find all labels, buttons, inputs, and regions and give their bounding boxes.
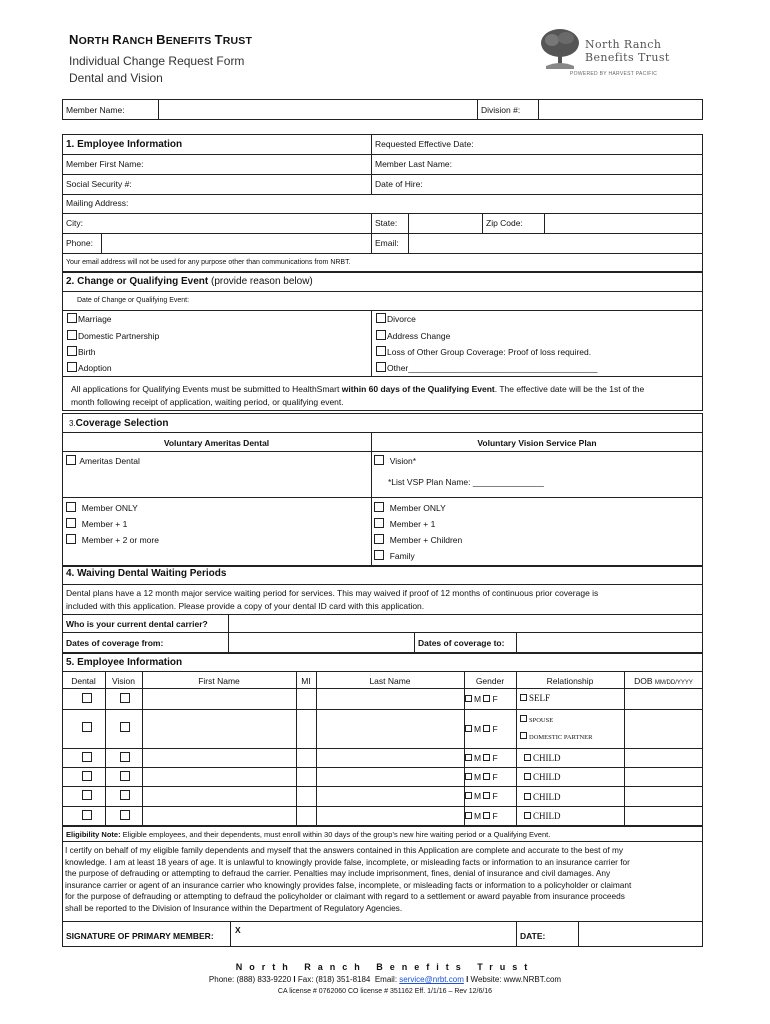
row-dental-checkbox[interactable] xyxy=(82,810,92,820)
col-mi: MI xyxy=(301,676,311,686)
coverage-from-field[interactable] xyxy=(229,633,413,652)
row-dental-checkbox[interactable] xyxy=(82,752,92,762)
row-dental-checkbox[interactable] xyxy=(82,722,92,732)
member-name-field[interactable] xyxy=(159,100,476,119)
email-label: Email: xyxy=(375,238,399,248)
certification-text xyxy=(65,845,705,914)
row-vision-checkbox[interactable] xyxy=(120,810,130,820)
vision-tier-member-children[interactable]: Member + Children xyxy=(374,534,462,545)
zip-label: Zip Code: xyxy=(486,218,523,228)
col-dental: Dental xyxy=(71,676,96,686)
checkbox[interactable] xyxy=(483,812,490,819)
email-note: Your email address will not be used for any purpose other than communications from NRBT. xyxy=(66,259,351,266)
option-birth[interactable]: Birth xyxy=(67,346,95,357)
relationship-domestic-partner[interactable]: DOMESTIC PARTNER xyxy=(520,732,592,741)
relationship-self[interactable]: SELF xyxy=(520,693,550,703)
relationship-child[interactable]: CHILD xyxy=(524,792,561,802)
checkbox[interactable] xyxy=(67,346,77,356)
section-2-title: 2. Change or Qualifying Event (provide reason below) xyxy=(66,276,313,287)
col-gender: Gender xyxy=(475,676,505,686)
checkbox[interactable] xyxy=(465,725,472,732)
gender-select[interactable]: M F xyxy=(465,753,498,763)
member-name-label: Member Name: xyxy=(66,105,125,115)
ssn-label: Social Security #: xyxy=(66,179,132,189)
col-vision: Vision xyxy=(112,676,135,686)
gender-select[interactable]: M F xyxy=(465,694,498,704)
checkbox[interactable] xyxy=(465,695,472,702)
qualifying-date-label: Date of Change or Qualifying Event: xyxy=(77,297,190,304)
checkbox[interactable] xyxy=(524,754,531,761)
checkbox[interactable] xyxy=(483,695,490,702)
option-marriage[interactable]: Marriage xyxy=(67,313,112,324)
division-field[interactable] xyxy=(539,100,702,119)
dental-header: Voluntary Ameritas Dental xyxy=(163,438,270,448)
signature-x: X xyxy=(235,925,241,935)
hire-date-label: Date of Hire: xyxy=(375,179,423,189)
section-4-title: 4. Waiving Dental Waiting Periods xyxy=(66,568,227,579)
checkbox[interactable] xyxy=(465,754,472,761)
footer-license: CA license # 0762060 CO license # 351162 Eff. 1/1/16 – Rev 12/6/16 xyxy=(277,988,493,995)
checkbox[interactable] xyxy=(376,330,386,340)
section-5-title: 5. Employee Information xyxy=(66,657,183,668)
gender-select[interactable]: M F xyxy=(465,724,498,734)
checkbox[interactable] xyxy=(374,534,384,544)
vision-tier-member-only[interactable]: Member ONLY xyxy=(374,502,446,513)
coverage-to-label: Dates of coverage to: xyxy=(418,638,505,648)
cert-line: knowledge. I am at least 18 years of age. It is unlawful to knowingly provide false, incomplete, or misleading facts or information to an insurance carrier for xyxy=(65,856,630,867)
cert-line: the purpose of defrauding or attempting to defraud the carrier. Penalties may include imprisonment, fines, denial of insurance and civil damages. Any xyxy=(65,868,611,878)
relationship-child[interactable]: CHILD xyxy=(524,753,561,763)
col-last-name: Last Name xyxy=(369,676,411,686)
date-field[interactable] xyxy=(579,922,702,946)
footer-contact: Phone: (888) 833-9220 l Fax: (818) 351-8184 Email: service@nrbt.com l Website: www.NRBT.com xyxy=(208,975,562,984)
relationship-child[interactable]: CHILD xyxy=(524,811,561,821)
vision-tier-member-plus-1[interactable]: Member + 1 xyxy=(374,518,435,529)
checkbox[interactable] xyxy=(520,732,527,739)
signature-label: SIGNATURE OF PRIMARY MEMBER: xyxy=(66,931,214,941)
checkbox[interactable] xyxy=(524,793,531,800)
checkbox[interactable] xyxy=(374,502,384,512)
checkbox[interactable] xyxy=(66,534,76,544)
gender-select[interactable]: M F xyxy=(465,772,498,782)
relationship-child[interactable]: CHILD xyxy=(524,772,561,782)
form-subtitle: Individual Change Request Form xyxy=(69,54,245,68)
section-3-title: 3.Coverage Selection xyxy=(69,418,169,429)
checkbox[interactable] xyxy=(67,313,77,323)
gender-select[interactable]: M F xyxy=(465,791,498,801)
date-label: DATE: xyxy=(520,931,546,941)
checkbox[interactable] xyxy=(67,330,77,340)
dental-tier-member-only[interactable]: Member ONLY xyxy=(66,502,138,513)
vision-header: Voluntary Vision Service Plan xyxy=(477,438,597,448)
logo-text: North Ranch xyxy=(585,38,662,51)
cert-line: I certify on behalf of my eligible family dependents and myself that the answers contained in this Application are complete and accurate to the best of my xyxy=(65,845,624,855)
city-label: City: xyxy=(66,218,83,228)
relationship-spouse[interactable]: SPOUSE xyxy=(520,715,553,724)
waiting-para-2: included with this application. Please provide a copy of your dental ID card with this application. xyxy=(66,601,425,611)
state-label: State: xyxy=(375,218,398,228)
checkbox[interactable] xyxy=(374,550,384,560)
checkbox[interactable] xyxy=(67,362,77,372)
waiting-para: Dental plans have a 12 month major service waiting period for services. This may waived if proof of 12 months of continuous prior coverage is xyxy=(66,588,599,598)
qualifying-note-2: month following receipt of application, waiting period, or qualifying event. xyxy=(71,397,344,407)
cert-line: for the purpose of defrauding or attempting to defraud the policyholder or claimant with regard to a settlement or award payable from insurance proceeds xyxy=(65,891,625,901)
phone-label: Phone: xyxy=(66,238,93,248)
dental-plan-option[interactable]: Ameritas Dental xyxy=(66,455,140,466)
checkbox[interactable] xyxy=(465,792,472,799)
option-loss-of-coverage[interactable]: Loss of Other Group Coverage: Proof of loss required. xyxy=(376,346,591,357)
checkbox[interactable] xyxy=(66,502,76,512)
coverage-from-label: Dates of coverage from: xyxy=(66,638,164,648)
logo-tagline: POWERED BY HARVEST PACIFIC xyxy=(570,71,658,77)
row-dental-checkbox[interactable] xyxy=(82,693,92,703)
checkbox[interactable] xyxy=(376,362,386,372)
requested-date-label: Requested Effective Date: xyxy=(375,139,474,149)
checkbox[interactable] xyxy=(520,715,527,722)
checkbox[interactable] xyxy=(483,725,490,732)
col-first-name: First Name xyxy=(198,676,240,686)
mailing-label: Mailing Address: xyxy=(66,198,129,208)
current-carrier-field[interactable] xyxy=(229,615,702,631)
logo-text-2: Benefits Trust xyxy=(585,51,670,64)
cert-line: shall be reported to the Division of Insurance within the Department of Regulatory Agencies. xyxy=(65,902,403,913)
first-name-label: Member First Name: xyxy=(66,159,144,169)
section-1-title: 1. Employee Information xyxy=(66,139,183,150)
row-vision-checkbox[interactable] xyxy=(120,752,130,762)
coverage-to-field[interactable] xyxy=(517,633,702,652)
gender-select[interactable]: M F xyxy=(465,811,498,821)
cert-line: insurance carrier or agent of an insurance carrier who knowingly provides false, incomplete, or misleading facts or information to a policyholder or claimant xyxy=(65,879,632,890)
row-dental-checkbox[interactable] xyxy=(82,771,92,781)
col-dob: DOB MM/DD/YYYY xyxy=(634,676,693,686)
checkbox[interactable] xyxy=(66,455,76,465)
checkbox[interactable] xyxy=(374,518,384,528)
checkbox[interactable] xyxy=(376,346,386,356)
division-label: Division #: xyxy=(481,105,521,115)
option-other[interactable]: Other________________________________________ xyxy=(376,362,597,373)
current-carrier-label: Who is your current dental carrier? xyxy=(66,619,208,629)
checkbox[interactable] xyxy=(483,773,490,780)
row-vision-checkbox[interactable] xyxy=(120,771,130,781)
org-title: NORTH RANCH BENEFITS TRUST xyxy=(69,32,253,47)
row-vision-checkbox[interactable] xyxy=(120,722,130,732)
checkbox[interactable] xyxy=(483,792,490,799)
checkbox[interactable] xyxy=(524,812,531,819)
checkbox[interactable] xyxy=(483,754,490,761)
col-relationship: Relationship xyxy=(546,676,594,686)
row-vision-checkbox[interactable] xyxy=(120,790,130,800)
footer-org-name: North Ranch Benefits Trust xyxy=(235,962,535,972)
last-name-label: Member Last Name: xyxy=(375,159,452,169)
vsp-plan-name[interactable]: *List VSP Plan Name: _______________ xyxy=(388,477,544,487)
checkbox[interactable] xyxy=(465,812,472,819)
option-adoption[interactable]: Adoption xyxy=(67,362,112,373)
option-divorce[interactable]: Divorce xyxy=(376,313,416,324)
vision-tier-family[interactable]: Family xyxy=(374,550,415,561)
checkbox[interactable] xyxy=(465,773,472,780)
option-address-change[interactable]: Address Change xyxy=(376,330,450,341)
checkbox[interactable] xyxy=(374,455,384,465)
row-vision-checkbox[interactable] xyxy=(120,693,130,703)
checkbox[interactable] xyxy=(66,518,76,528)
eligibility-note: Eligibility Note: Eligible employees, and their dependents, must enroll within 30 days of the group’s new hire waiting period or a Qualifying Event. xyxy=(66,830,551,839)
dental-tier-member-plus-2[interactable]: Member + 2 or more xyxy=(66,534,159,545)
dental-tier-member-plus-1[interactable]: Member + 1 xyxy=(66,518,127,529)
checkbox[interactable] xyxy=(376,313,386,323)
row-dental-checkbox[interactable] xyxy=(82,790,92,800)
option-domestic-partnership[interactable]: Domestic Partnership xyxy=(67,330,159,341)
checkbox[interactable] xyxy=(524,773,531,780)
signature-field[interactable] xyxy=(246,922,515,946)
checkbox[interactable] xyxy=(520,694,527,701)
vision-plan-option[interactable]: Vision* xyxy=(374,455,416,466)
email-link[interactable]: service@nrbt.com xyxy=(399,975,464,984)
qualifying-note: All applications for Qualifying Events must be submitted to HealthSmart within 60 days of the Qualifying Event. The effective date will be the 1st of the xyxy=(71,384,645,394)
form-subtitle-2: Dental and Vision xyxy=(69,71,163,85)
